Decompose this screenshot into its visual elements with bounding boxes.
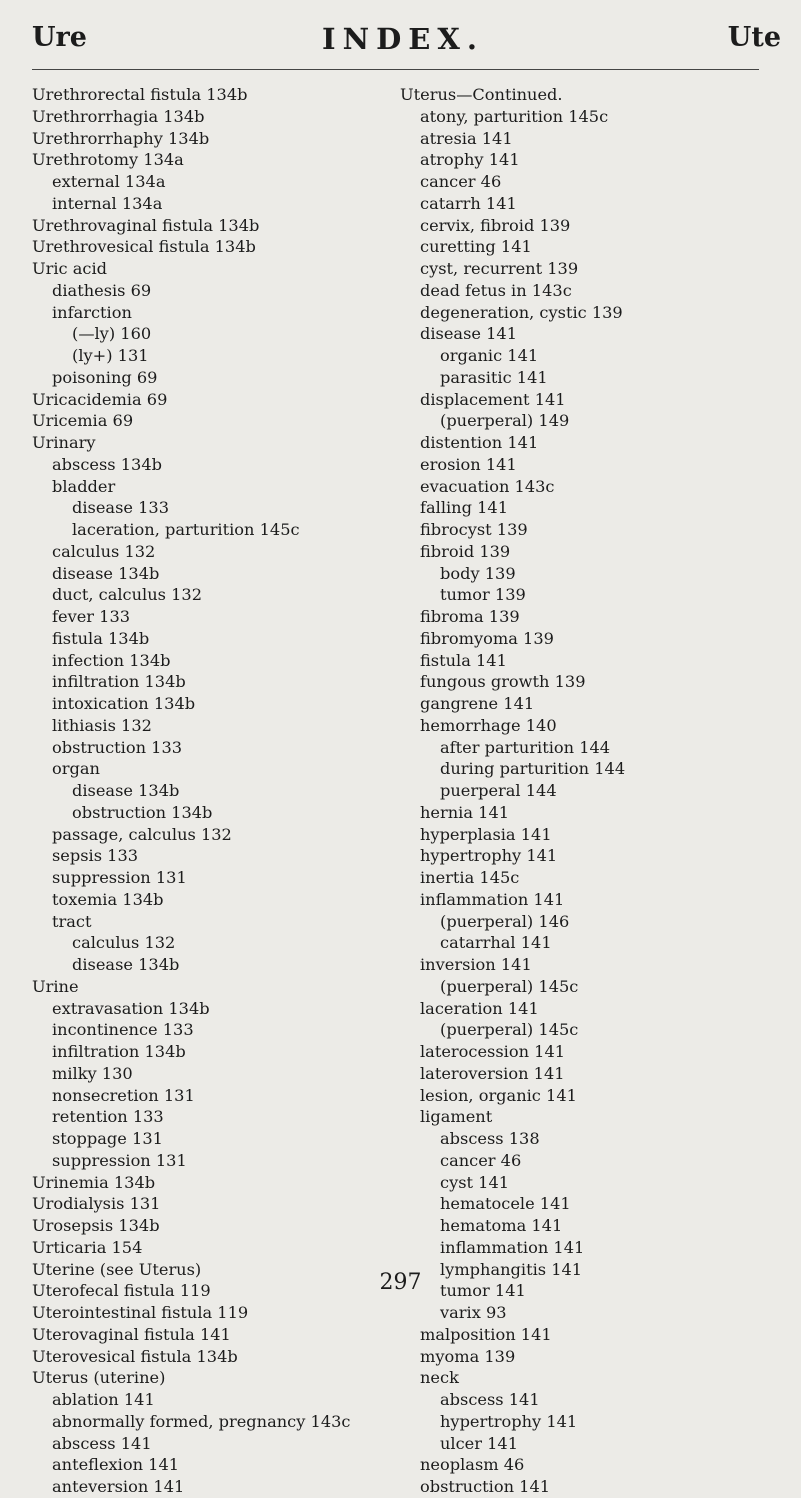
index-entry: hernia 141 [420, 802, 510, 822]
index-entry: neck [420, 1368, 459, 1388]
index-entry: fistula 141 [420, 650, 507, 670]
index-entry: fibromyoma 139 [420, 628, 554, 648]
index-entry: abnormally formed, pregnancy 143c [52, 1411, 351, 1431]
index-entry: Urethrovaginal fistula 134b [32, 215, 260, 235]
index-entry: Urethrorrhaphy 134b [32, 128, 210, 148]
index-entry: nonsecretion 131 [52, 1085, 195, 1105]
index-entry: infection 134b [52, 650, 171, 670]
index-entry: hypertrophy 141 [440, 1411, 578, 1431]
page-header [32, 22, 781, 62]
index-entry: extravasation 134b [52, 998, 210, 1018]
index-entry: displacement 141 [420, 389, 566, 409]
index-entry: sepsis 133 [52, 846, 139, 866]
index-entry: ulcer 141 [440, 1433, 519, 1453]
index-entry: external 134a [52, 172, 166, 191]
index-entry: organ [52, 759, 100, 779]
index-entry: disease 134b [72, 781, 180, 800]
index-entry: poisoning 69 [52, 367, 158, 387]
index-entry: abscess 141 [52, 1433, 152, 1453]
index-entry: ligament [420, 1107, 493, 1127]
index-entry: catarrhal 141 [440, 933, 552, 953]
index-entry: inertia 145c [420, 868, 520, 887]
index-entry: Urodialysis 131 [32, 1194, 161, 1214]
index-entry: cancer 46 [420, 172, 502, 191]
index-entry: lesion, organic 141 [420, 1085, 577, 1105]
index-entry: disease 141 [420, 324, 518, 344]
index-entry: obstruction 134b [72, 802, 213, 822]
index-entry: erosion 141 [420, 454, 517, 474]
index-entry: diathesis 69 [52, 280, 152, 300]
index-entry: suppression 131 [52, 868, 187, 887]
index-entry: tract [52, 911, 92, 931]
index-entry: atrophy 141 [420, 150, 520, 170]
index-entry: fistula 134b [52, 628, 150, 648]
index-entry: (puerperal) 145c [440, 1020, 579, 1040]
index-entry: infiltration 134b [52, 672, 186, 692]
index-entry: tumor 141 [440, 1281, 526, 1301]
index-entry: falling 141 [420, 498, 509, 518]
page-number: 297 [379, 1270, 422, 1295]
index-entry: parasitic 141 [440, 367, 548, 387]
index-entry: disease 134b [72, 955, 180, 974]
index-entry: bladder [52, 476, 116, 496]
index-entry: infarction [52, 302, 132, 322]
index-entry: atony, parturition 145c [420, 106, 609, 126]
index-entry: inversion 141 [420, 955, 532, 974]
index-entry: obstruction 133 [52, 737, 183, 757]
index-entry: myoma 139 [420, 1346, 516, 1366]
index-entry: (puerperal) 145c [440, 976, 579, 996]
index-entry: hypertrophy 141 [420, 846, 558, 866]
index-entry: cyst 141 [440, 1172, 510, 1192]
index-entry: cancer 46 [440, 1150, 522, 1170]
index-entry: atresia 141 [420, 128, 513, 148]
index-entry: Urinary [32, 433, 96, 452]
index-entry: fibroma 139 [420, 607, 520, 626]
index-entry: malposition 141 [420, 1324, 552, 1344]
index-entry: Uricacidemia 69 [32, 389, 168, 409]
index-entry: laceration 141 [420, 998, 539, 1018]
index-entry: dead fetus in 143c [420, 280, 572, 300]
index-entry: Urethrorrhagia 134b [32, 106, 205, 126]
index-entry: intoxication 134b [52, 694, 196, 713]
index-entry: puerperal 144 [440, 781, 557, 800]
index-entry: Uterus (uterine) [32, 1368, 166, 1388]
index-entry: Uterofecal fistula 119 [32, 1281, 211, 1301]
index-entry: abscess 141 [440, 1390, 540, 1409]
index-entry: disease 133 [72, 498, 170, 518]
index-entry: Urethrotomy 134a [32, 150, 184, 170]
index-entry: laceration, parturition 145c [72, 520, 300, 539]
index-entry: Uterovesical fistula 134b [32, 1346, 238, 1366]
header-left-guide-word: Ure [32, 22, 87, 53]
header-title: INDEX. [322, 22, 484, 56]
index-entry: (puerperal) 146 [440, 911, 570, 931]
header-right-guide-word: Ute [727, 22, 781, 53]
header-rule [32, 69, 759, 70]
index-entry: internal 134a [52, 193, 163, 213]
index-entry: Uterus—Continued. [400, 85, 563, 104]
index-entry: evacuation 143c [420, 476, 555, 496]
index-entry: neoplasm 46 [420, 1455, 525, 1475]
index-entry: calculus 132 [72, 933, 176, 953]
index-entry: inflammation 141 [440, 1237, 585, 1257]
index-entry: Urinemia 134b [32, 1172, 156, 1192]
index-entry: hematoma 141 [440, 1216, 563, 1235]
index-entry: disease 134b [52, 563, 160, 583]
index-entry: incontinence 133 [52, 1020, 194, 1040]
index-entry: Uterointestinal fistula 119 [32, 1303, 249, 1322]
index-entry: Uric acid [32, 259, 108, 278]
index-entry: ablation 141 [52, 1390, 155, 1409]
index-entry: fibrocyst 139 [420, 520, 528, 539]
index-entry: abscess 138 [440, 1129, 540, 1148]
index-entry: curetting 141 [420, 237, 532, 257]
index-entry: catarrh 141 [420, 193, 517, 213]
index-entry: lateroversion 141 [420, 1063, 565, 1083]
index-entry: (ly+) 131 [72, 346, 149, 365]
index-entry: fungous growth 139 [420, 672, 586, 692]
index-entry: fibroid 139 [420, 541, 511, 561]
index-entry: degeneration, cystic 139 [420, 302, 623, 322]
index-entry: milky 130 [52, 1063, 133, 1083]
index-entry: hematocele 141 [440, 1194, 571, 1214]
index-entry: infiltration 134b [52, 1042, 186, 1061]
index-entry: duct, calculus 132 [52, 585, 202, 605]
index-entry: Urethrorectal fistula 134b [32, 85, 248, 104]
index-entry: after parturition 144 [440, 737, 611, 757]
index-entry: retention 133 [52, 1107, 164, 1127]
index-entry: Urethrovesical fistula 134b [32, 237, 256, 257]
index-entry: passage, calculus 132 [52, 824, 232, 844]
index-entry: gangrene 141 [420, 694, 535, 713]
index-entry: lymphangitis 141 [440, 1259, 583, 1279]
index-entry: Uterovaginal fistula 141 [32, 1324, 231, 1344]
index-entry: Urosepsis 134b [32, 1216, 160, 1235]
index-entry: hemorrhage 140 [420, 715, 557, 735]
index-entry: Uterine (see Uterus) [32, 1259, 202, 1279]
index-entry: tumor 139 [440, 585, 526, 605]
index-entry: hyperplasia 141 [420, 824, 552, 844]
index-entry: obstruction 141 [420, 1477, 551, 1496]
index-entry: body 139 [440, 563, 516, 583]
index-entry: varix 93 [440, 1303, 507, 1322]
index-entry: during parturition 144 [440, 759, 626, 779]
index-entry: anteflexion 141 [52, 1455, 180, 1475]
index-entry: fever 133 [52, 607, 131, 626]
index-entry: suppression 131 [52, 1150, 187, 1170]
index-entry: cervix, fibroid 139 [420, 215, 571, 235]
index-entry: organic 141 [440, 346, 539, 365]
index-entry: distention 141 [420, 433, 539, 452]
index-entry: Urticaria 154 [32, 1237, 143, 1257]
index-entry: (—ly) 160 [72, 324, 152, 344]
index-entry: stoppage 131 [52, 1129, 163, 1148]
index-entry: lithiasis 132 [52, 715, 152, 735]
index-entry: cyst, recurrent 139 [420, 259, 579, 278]
index-entry: calculus 132 [52, 541, 156, 561]
index-entry: abscess 134b [52, 454, 162, 474]
index-entry: inflammation 141 [420, 889, 565, 909]
index-entry: anteversion 141 [52, 1477, 185, 1496]
index-entry: Uricemia 69 [32, 411, 134, 431]
index-entry: (puerperal) 149 [440, 411, 570, 431]
index-entry: Urine [32, 976, 79, 996]
index-entry: laterocession 141 [420, 1042, 566, 1061]
index-entry: toxemia 134b [52, 889, 164, 909]
